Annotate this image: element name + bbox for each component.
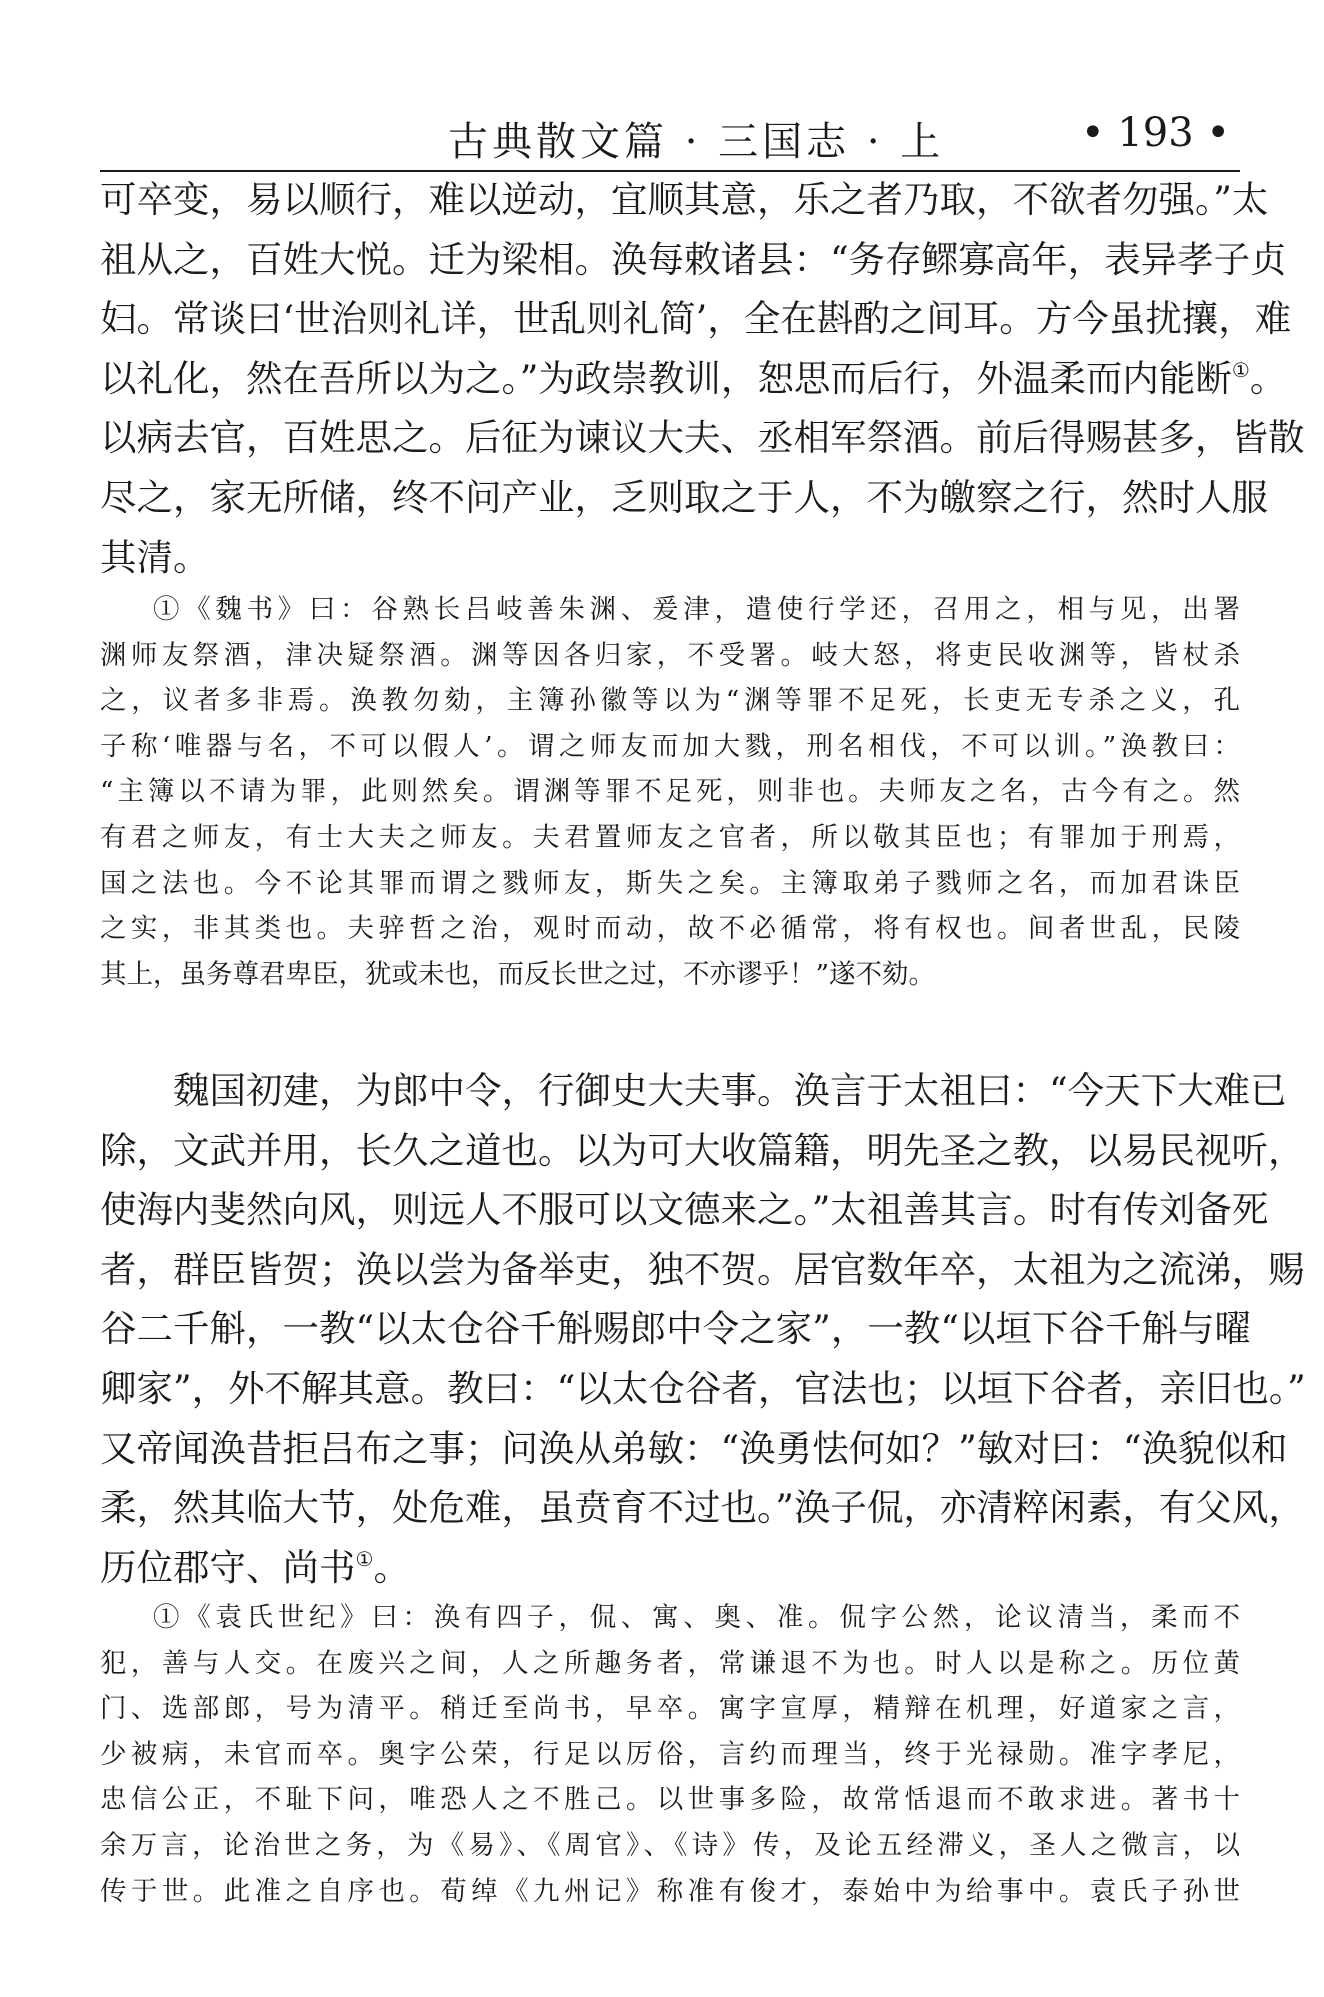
footnote-line: 门、选部郎，号为清平。稍迁至尚书，早卒。寓字宣厚，精辩在机理，好道家之言， bbox=[100, 1693, 1240, 1725]
footnote-2 bbox=[100, 1595, 1240, 1914]
main-text-section-2 bbox=[100, 1061, 1306, 1597]
text-line: 卿家”，外不解其意。教曰：“以太仓谷者，官法也；以垣下谷者，亲旧也。” bbox=[100, 1366, 1306, 1410]
text-line: 可卒变，易以顺行，难以逆动，宜顺其意，乐之者乃取，不欲者勿强。”太 bbox=[100, 178, 1269, 221]
text-line: 妇。常谈曰‘世治则礼详，世乱则礼简’，全在斟酌之间耳。方今虽扰攘，难 bbox=[100, 297, 1292, 341]
footnote-line: 国之法也。今不论其罪而谓之戮师友，斯失之矣。主簿取弟子戮师之名，而加君诛臣 bbox=[100, 867, 1240, 899]
footnote-line: “主簿以不请为罪，此则然矣。谓渊等罪不足死，则非也。夫师友之名，古今有之。然 bbox=[100, 776, 1240, 808]
footnote-line: 犯，善与人交。在废兴之间，人之所趣务者，常谦退不为也。时人以是称之。历位黄 bbox=[100, 1647, 1240, 1679]
footnote-line: 传于世。此准之自序也。荀绰《九州记》称准有俊才，泰始中为给事中。袁氏子孙世 bbox=[100, 1875, 1240, 1907]
main-text-section-1 bbox=[100, 170, 1305, 587]
footnote-marker[interactable]: ① bbox=[1231, 357, 1250, 382]
text-line: 以病去官，百姓思之。后征为谏议大夫、丞相军祭酒。前后得赐甚多，皆散 bbox=[100, 416, 1305, 460]
text-line-body: 历位郡守、尚书 bbox=[100, 1545, 356, 1589]
running-header bbox=[100, 98, 1240, 172]
text-line: 魏国初建，为郎中令，行御史大夫事。涣言于太祖曰：“今天下大难已 bbox=[173, 1069, 1287, 1112]
footnote-marker[interactable]: ① bbox=[355, 1546, 374, 1571]
footnote-line: ①《袁氏世纪》曰：涣有四子，侃、寓、奥、准。侃字公然，论议清当，柔而不 bbox=[153, 1602, 1240, 1633]
footnote-line: ①《魏书》曰：谷熟长吕岐善朱渊、爰津，遣使行学还，召用之，相与见，出署 bbox=[153, 594, 1240, 625]
text-line: 使海内斐然向风，则远人不服可以文德来之。”太祖善其言。时有传刘备死 bbox=[100, 1188, 1269, 1232]
text-line: 除，文武并用，长久之道也。以为可大收篇籍，明先圣之教，以易民视听， bbox=[100, 1128, 1305, 1172]
book-page bbox=[100, 0, 1306, 1997]
footnote-line: 渊师友祭酒，津决疑祭酒。渊等因各归家，不受署。岐大怒，将吏民收渊等，皆杖杀 bbox=[100, 639, 1240, 671]
text-line: 者，群臣皆贺；涣以尝为备举吏，独不贺。居官数年卒，太祖为之流涕，赐 bbox=[100, 1247, 1305, 1291]
text-line: 祖从之，百姓大悦。迁为梁相。涣每敕诸县：“务存鳏寡高年，表异孝子贞 bbox=[100, 237, 1287, 281]
footnote-1 bbox=[100, 587, 1240, 997]
footnote-line: 少被病，未官而卒。奥字公荣，行足以厉俗，言约而理当，终于光禄勋。准字孝尼， bbox=[100, 1738, 1240, 1770]
page-number: • 193 • bbox=[1081, 110, 1230, 156]
text-line: 又帝闻涣昔拒吕布之事；问涣从弟敏：“涣勇怯何如？”敏对曰：“涣貌似和 bbox=[100, 1426, 1288, 1470]
header-title: 古典散文篇 · 三国志 · 上 bbox=[448, 119, 945, 165]
text-line: 其清。 bbox=[100, 535, 210, 579]
text-line: 谷二千斛，一教“以太仓谷千斛赐郎中令之家”，一教“以垣下谷千斛与曜 bbox=[100, 1307, 1251, 1351]
footnote-line: 之，议者多非焉。涣教勿劾，主簿孙徽等以为“渊等罪不足死，长吏无专杀之义，孔 bbox=[100, 685, 1240, 717]
text-line: 柔，然其临大节，处危难，虽贲育不过也。”涣子侃，亦清粹闲素，有父风， bbox=[100, 1486, 1305, 1530]
footnote-line: 其上，虽务尊君卑臣，犹或未也，而反长世之过，不亦谬乎！”遂不劾。 bbox=[100, 958, 936, 990]
footnote-line: 余万言，论治世之务，为《易》、《周官》、《诗》传，及论五经滞义，圣人之微言，以 bbox=[100, 1829, 1240, 1861]
text-line bbox=[100, 349, 1287, 409]
text-line-body: 以礼化，然在吾所以为之。”为政崇教训，恕思而后行，外温柔而内能断 bbox=[100, 356, 1232, 400]
footnote-line: 之实，非其类也。夫骍哲之治，观时而动，故不必循常，将有权也。间者世乱，民陵 bbox=[100, 913, 1240, 945]
text-line: 尽之，家无所储，终不问产业，乏则取之于人，不为皦察之行，然时人服 bbox=[100, 475, 1268, 519]
text-line bbox=[100, 1538, 1240, 1598]
footnote-line: 有君之师友，有士大夫之师友。夫君置师友之官者，所以敬其臣也；有罪加于刑焉， bbox=[100, 821, 1240, 853]
footnote-line: 子称‘唯器与名，不可以假人’。谓之师友而加大戮，刑名相伐，不可以训。”涣教曰： bbox=[100, 730, 1240, 762]
text-line-tail: 。 bbox=[373, 1545, 410, 1589]
text-line-tail: 。 bbox=[1249, 356, 1287, 400]
footnote-line: 忠信公正，不耻下问，唯恐人之不胜己。以世事多险，故常恬退而不敢求进。著书十 bbox=[100, 1784, 1240, 1816]
